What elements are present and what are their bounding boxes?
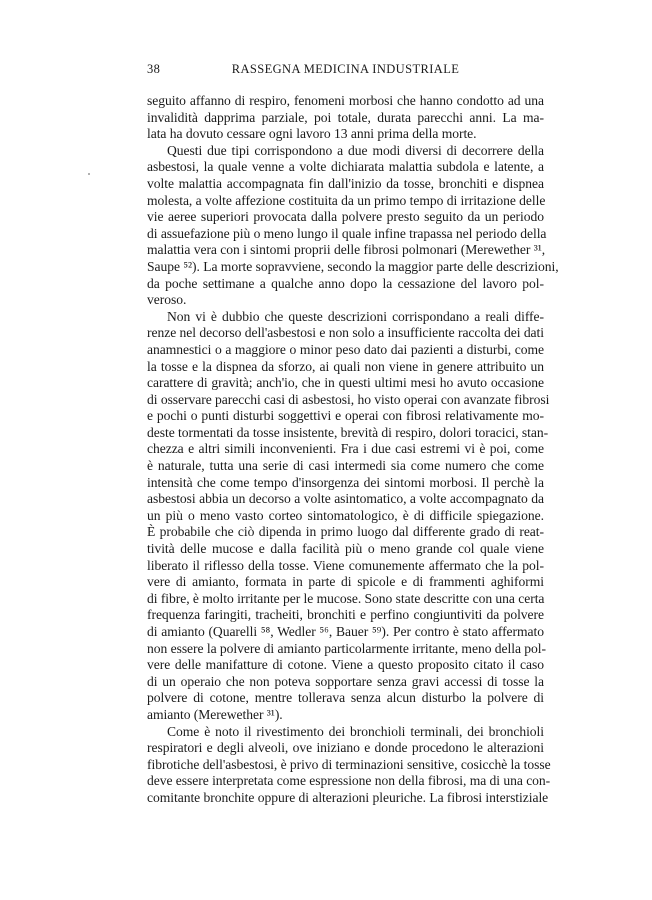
text-line: è naturale, tutta una serie di casi intermedi sia come numero che come — [147, 458, 544, 474]
text-line: seguito affanno di respiro, fenomeni morbosi che hanno condotto ad una — [147, 93, 544, 108]
running-header — [147, 62, 544, 80]
text-line: di osservare parecchi casi di asbestosi, ho visto operai con avanzate fibrosi — [147, 391, 550, 407]
text-line: Questi due tipi corrispondono a due modi diversi di decorrere della — [167, 142, 544, 158]
text-line: di fibre, è molto irritante per le mucose. Sono state descritte con una certa — [147, 590, 545, 606]
text-line: deve essere interpretata come espressione non della fibrosi, ma di una con- — [147, 773, 551, 789]
margin-dot — [88, 173, 90, 175]
text-line: respiratori e degli alveoli, ove iniziano e donde procedono le alterazioni — [147, 740, 544, 756]
text-line: Come è noto il rivestimento dei bronchioli terminali, dei bronchioli — [167, 723, 544, 739]
text-line: amianto (Merewether ³¹). — [147, 706, 283, 722]
text-line: È probabile che ciò dipenda in primo luogo dal differente grado di reat- — [147, 524, 544, 540]
text-line: asbestosi, la quale venne a volte dichiarata malattia subdola e latente, a — [147, 159, 544, 175]
paragraph — [147, 93, 544, 143]
text-line: vie aeree superiori provocata dalla polvere presto seguito da un periodo — [147, 209, 544, 225]
text-line: di assuefazione più o meno lungo il quale infine trapassa nel periodo della — [147, 225, 547, 241]
text-line: renze nel decorso dell'asbestosi e non solo a insufficiente raccolta dei dati — [147, 325, 544, 341]
text-line: frequenza faringiti, tracheiti, bronchiti e perfino congiuntiviti da polvere — [147, 607, 544, 623]
page-number: 38 — [147, 62, 161, 76]
text-line: vere delle manifatture di cotone. Viene a questo proposito citato il caso — [147, 657, 544, 673]
text-line: non essere la polvere di amianto particolarmente irritante, meno della pol- — [147, 640, 546, 656]
text-line: volte malattia accompagnata fin dall'inizio da tosse, bronchiti e dispnea — [147, 175, 544, 191]
text-line: lata ha dovuto cessare ogni lavoro 13 anni prima della morte. — [147, 126, 477, 142]
text-line: invalidità dapprima parziale, poi totale, durata parecchi anni. La ma- — [147, 109, 544, 125]
text-line: deste tormentati da tosse insistente, brevità di respiro, dolori toracici, stan- — [147, 424, 549, 440]
text-line: malattia vera con i sintomi proprii delle fibrosi polmonari (Merewether ³¹, — [147, 242, 546, 258]
text-line: comitante bronchite oppure di alterazioni pleuriche. La fibrosi interstiziale — [147, 789, 549, 805]
text-line: e pochi o punti disturbi soggettivi e operai con fibrosi relativamente mo- — [147, 408, 544, 424]
body-text — [147, 93, 559, 807]
text-line: di un operaio che non poteva sopportare senza gravi accessi di tosse la — [147, 673, 544, 689]
text-line: da poche settimane a qualche anno dopo la cessazione del lavoro pol- — [147, 275, 544, 291]
text-line: vere di amianto, formata in parte di spicole e di frammenti aghiformi — [147, 574, 544, 590]
text-line: molesta, a volte affezione costituita da un primo tempo di irritazione delle — [147, 192, 546, 208]
running-title: RASSEGNA MEDICINA INDUSTRIALE — [231, 62, 460, 76]
paragraph — [147, 308, 550, 724]
text-line: anamnestici o a maggiore o minor peso dato dai pazienti a disturbi, come — [147, 341, 544, 357]
text-line: fibrotiche dell'asbestosi, è privo di terminazioni sensitive, cosicchè la tosse — [147, 756, 551, 772]
text-line: tività delle mucose e dalla facilità più o meno grande col quale viene — [147, 541, 544, 557]
paragraph — [147, 142, 559, 309]
text-line: carattere di gravità; anch'io, che in questi ultimi mesi ho avuto occasione — [147, 375, 544, 391]
text-line: intensità che come tempo d'insorgenza dei sintomi morbosi. Il perchè la — [147, 474, 544, 490]
text-line: chezza e altri simili inconvenienti. Fra i due casi estremi vi è poi, come — [147, 441, 544, 457]
text-line: di amianto (Quarelli ⁵⁸, Wedler ⁵⁶, Bauer ⁵⁹). Per contro è stato affermato — [147, 624, 544, 639]
text-line: Non vi è dubbio che queste descrizioni corrispondano a reali diffe- — [167, 308, 544, 324]
text-line: liberato il riflesso della tosse. Viene comunemente affermato che la pol- — [147, 557, 544, 573]
text-line: asbestosi abbia un decorso a volte asintomatico, a volte accompagnato da — [147, 491, 544, 507]
paragraph — [147, 723, 551, 807]
text-line: polvere di cotone, mentre tollerava senza alcun disturbo la polvere di — [147, 690, 544, 706]
text-line: un più o meno vasto corteo sintomatologico, è di difficile spiegazione. — [147, 507, 544, 523]
text-line: Saupe ⁵²). La morte sopravviene, secondo la maggior parte delle descrizioni, — [147, 258, 559, 274]
text-line: veroso. — [147, 292, 187, 308]
text-line: la tosse e la dispnea da sforzo, ai quali non viene in genere attribuito un — [147, 358, 544, 374]
